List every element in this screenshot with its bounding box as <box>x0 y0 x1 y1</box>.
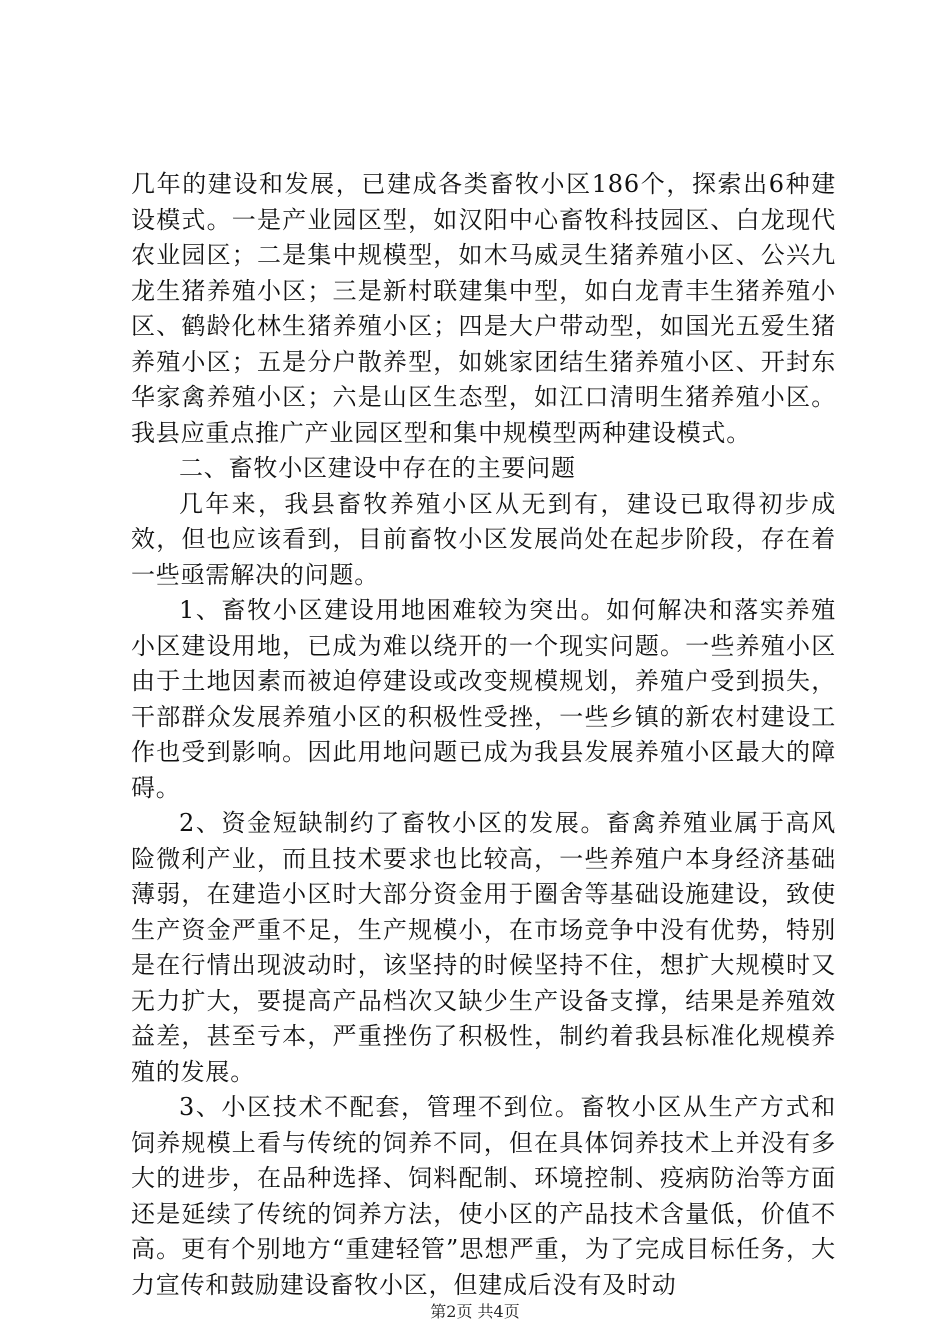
page-number-footer: 第2页 共4页 <box>430 1302 520 1321</box>
paragraph-problem-1: 1、畜牧小区建设用地困难较为突出。如何解决和落实养殖小区建设用地，已成为难以绕开的一个现实问题。一些养殖小区由于土地因素而被迫停建设或改变规模规划，养殖户受到损失，干部群众发展养殖小区的积极性受挫，一些乡镇的新农村建设工作也受到影响。因此用地问题已成为我县发展养殖小区最大的障碍。 <box>131 596 836 802</box>
section-heading: 二、畜牧小区建设中存在的主要问题 <box>179 454 576 482</box>
paragraph-overview: 几年来，我县畜牧养殖小区从无到有，建设已取得初步成效，但也应该看到，目前畜牧小区发展尚处在起步阶段，存在着一些亟需解决的问题。 <box>131 489 836 589</box>
paragraph-problem-3: 3、小区技术不配套，管理不到位。畜牧小区从生产方式和饲养规模上看与传统的饲养不同，但在具体饲养技术上并没有多大的进步，在品种选择、饲料配制、环境控制、疫病防治等方面还是延续了传统的饲养方法，使小区的产品技术含量低，价值不高。更有个别地方“重建轻管”思想严重，为了完成目标任务，大力宣传和鼓励建设畜牧小区，但建成后没有及时动 <box>131 1093 836 1299</box>
paragraph-problem-2: 2、资金短缺制约了畜牧小区的发展。畜禽养殖业属于高风险微利产业，而且技术要求也比较高，一些养殖户本身经济基础薄弱，在建造小区时大部分资金用于圈舍等基础设施建设，致使生产资金严重不足，生产规模小，在市场竞争中没有优势，特别是在行情出现波动时，该坚持的时候坚持不住，想扩大规模时又无力扩大，要提高产品档次又缺少生产设备支撑，结果是养殖效益差，甚至亏本，严重挫伤了积极性，制约着我县标准化规模养殖的发展。 <box>131 809 836 1086</box>
document-body <box>131 167 836 1303</box>
paragraph-intro-continued: 几年的建设和发展，已建成各类畜牧小区186个，探索出6种建设模式。一是产业园区型，如汉阳中心畜牧科技园区、白龙现代农业园区；二是集中规模型，如木马威灵生猪养殖小区、公兴九龙生猪养殖小区；三是新村联建集中型，如白龙青丰生猪养殖小区、鹤龄化林生猪养殖小区；四是大户带动型，如国光五爱生猪养殖小区；五是分户散养型，如姚家团结生猪养殖小区、开封东华家禽养殖小区；六是山区生态型，如江口清明生猪养殖小区。我县应重点推广产业园区型和集中规模型两种建设模式。 <box>131 170 836 447</box>
